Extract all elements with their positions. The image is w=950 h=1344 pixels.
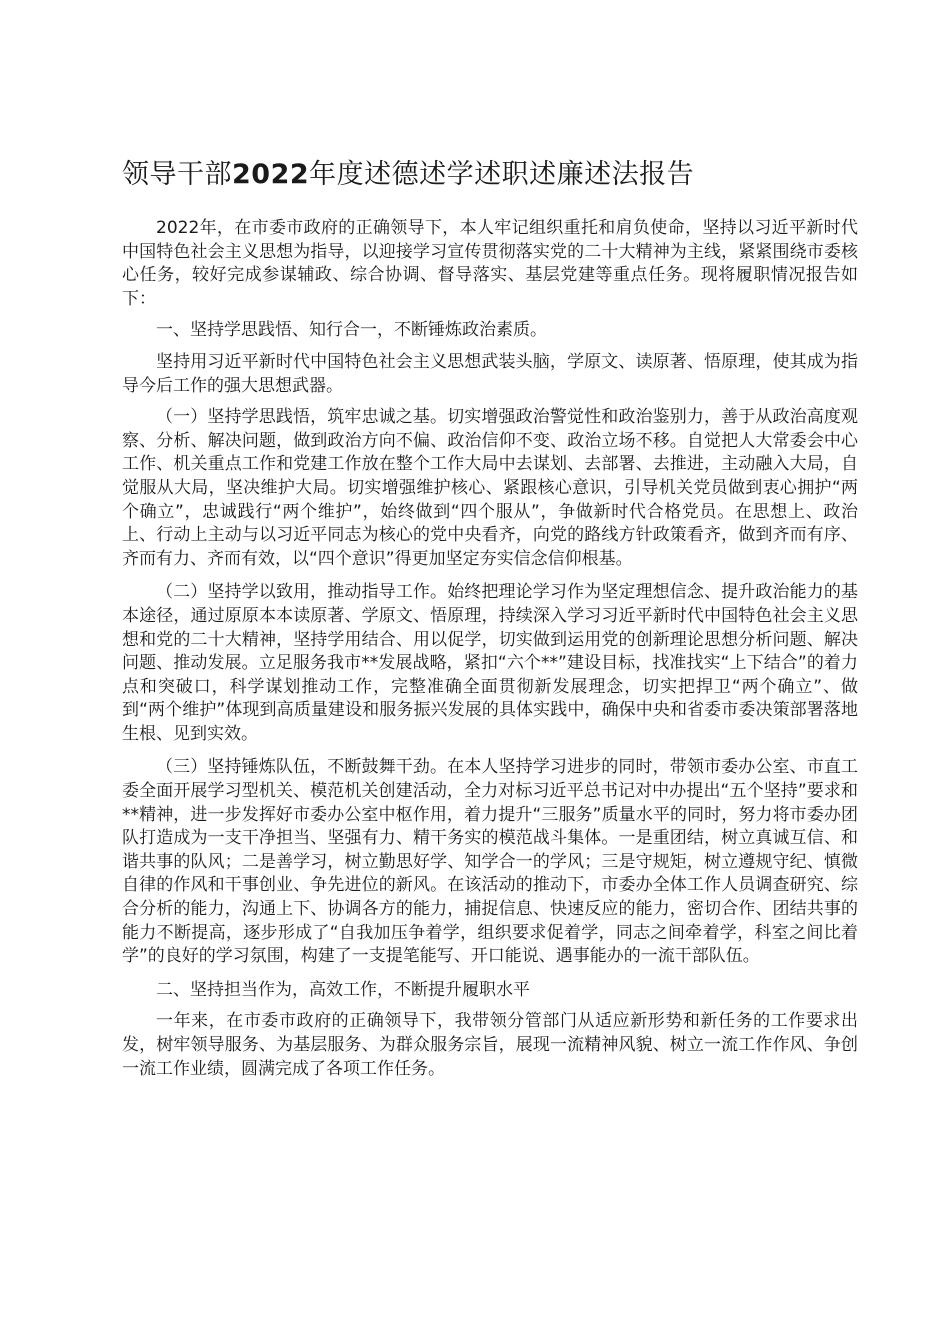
section-heading-one: 一、坚持学思践悟、知行合一，不断锤炼政治素质。 bbox=[156, 320, 547, 341]
section-heading-two: 二、坚持担当作为，高效工作，不断提升履职水平 bbox=[156, 979, 530, 1000]
body-paragraph: 坚持用习近平新时代中国特色社会主义思想武装头脑，学原文、读原著、悟原理，使其成为指导今后工作的强大思想武器。 bbox=[122, 351, 858, 396]
subsection-one-paragraph: （一）坚持学思践悟，筑牢忠诚之基。切实增强政治警觉性和政治鉴别力，善于从政治高度观察、分析、解决问题，做到政治方向不偏、政治信仰不变、政治立场不移。自觉把人大常委会中心工作、机关重点工作和党建工作放在整个工作大局中去谋划、去部署、去推进，主动融入大局，自觉服从大局，坚决维护大局。切实增强维护核心、紧跟核心意识，引导机关党员做到衷心拥护“两个确立”，忠诚践行“两个维护”，始终做到“四个服从”，争做新时代合格党员。在思想上、政治上、行动上主动与以习近平同志为核心的党中央看齐，向党的路线方针政策看齐，做到齐而有序、齐而有力、齐而有效，以“四个意识”得更加坚定夯实信念信仰根基。 bbox=[122, 407, 858, 569]
title-year: 2022 bbox=[232, 159, 310, 190]
body-paragraph-final: 一年来，在市委市政府的正确领导下，我带领分管部门从适应新形势和新任务的工作要求出发，树牢领导服务、为基层服务、为群众服务宗旨，展现一流精神风貌、树立一流工作作风、争创一流工作业绩，圆满完成了各项工作任务。 bbox=[122, 1011, 858, 1079]
document-title bbox=[122, 155, 858, 195]
title-suffix: 年度述德述学述职述廉述法报告 bbox=[309, 159, 695, 190]
title-prefix: 领导干部 bbox=[122, 159, 232, 190]
subsection-three-paragraph: （三）坚持锤炼队伍，不断鼓舞干劲。在本人坚持学习进步的同时，带领市委办公室、市直工委全面开展学习型机关、模范机关创建活动，全力对标习近平总书记对中办提出“五个坚持”要求和**精神，进一步发挥好市委办公室中枢作用，着力提升“三服务”质量水平的同时，努力将市委办团队打造成为一支干净担当、坚强有力、精干务实的模范战斗集体。一是重团结，树立真诚互信、和谐共事的队风；二是善学习，树立勤思好学、知学合一的学风；三是守规矩，树立遵规守纪、慎微自律的作风和干事创业、争先进位的新风。在该活动的推动下，市委办全体工作人员调查研究、综合分析的能力，沟通上下、协调各方的能力，捕捉信息、快速反应的能力，密切合作、团结共事的能力不断提高，逐步形成了“自我加压争着学，组织要求促着学，同志之间牵着学，科室之间比着学”的良好的学习氛围，构建了一支提笔能写、开口能说、遇事能办的一流干部队伍。 bbox=[122, 757, 858, 967]
subsection-two-paragraph: （二）坚持学以致用，推动指导工作。始终把理论学习作为坚定理想信念、提升政治能力的基本途径，通过原原本本读原著、学原文、悟原理，持续深入学习习近平新时代中国特色社会主义思想和党的二十大精神，坚持学用结合、用以促学，切实做到运用党的创新理论思想分析问题、解决问题、推动发展。立足服务我市**发展战略，紧扣“六个**”建设目标，找准找实“上下结合”的着力点和突破口，科学谋划推动工作，完整准确全面贯彻新发展理念，切实把捍卫“两个确立”、做到“两个维护”体现到高质量建设和服务振兴发展的具体实践中，确保中央和省委市委决策部署落地生根、见到实效。 bbox=[122, 582, 858, 744]
intro-paragraph: 2022年，在市委市政府的正确领导下，本人牢记组织重托和肩负使命，坚持以习近平新时代中国特色社会主义思想为指导，以迎接学习宣传贯彻落实党的二十大精神为主线，紧紧围绕市委核心任务，较好完成参谋辅政、综合协调、督导落实、基层党建等重点任务。现将履职情况报告如下： bbox=[122, 218, 858, 309]
